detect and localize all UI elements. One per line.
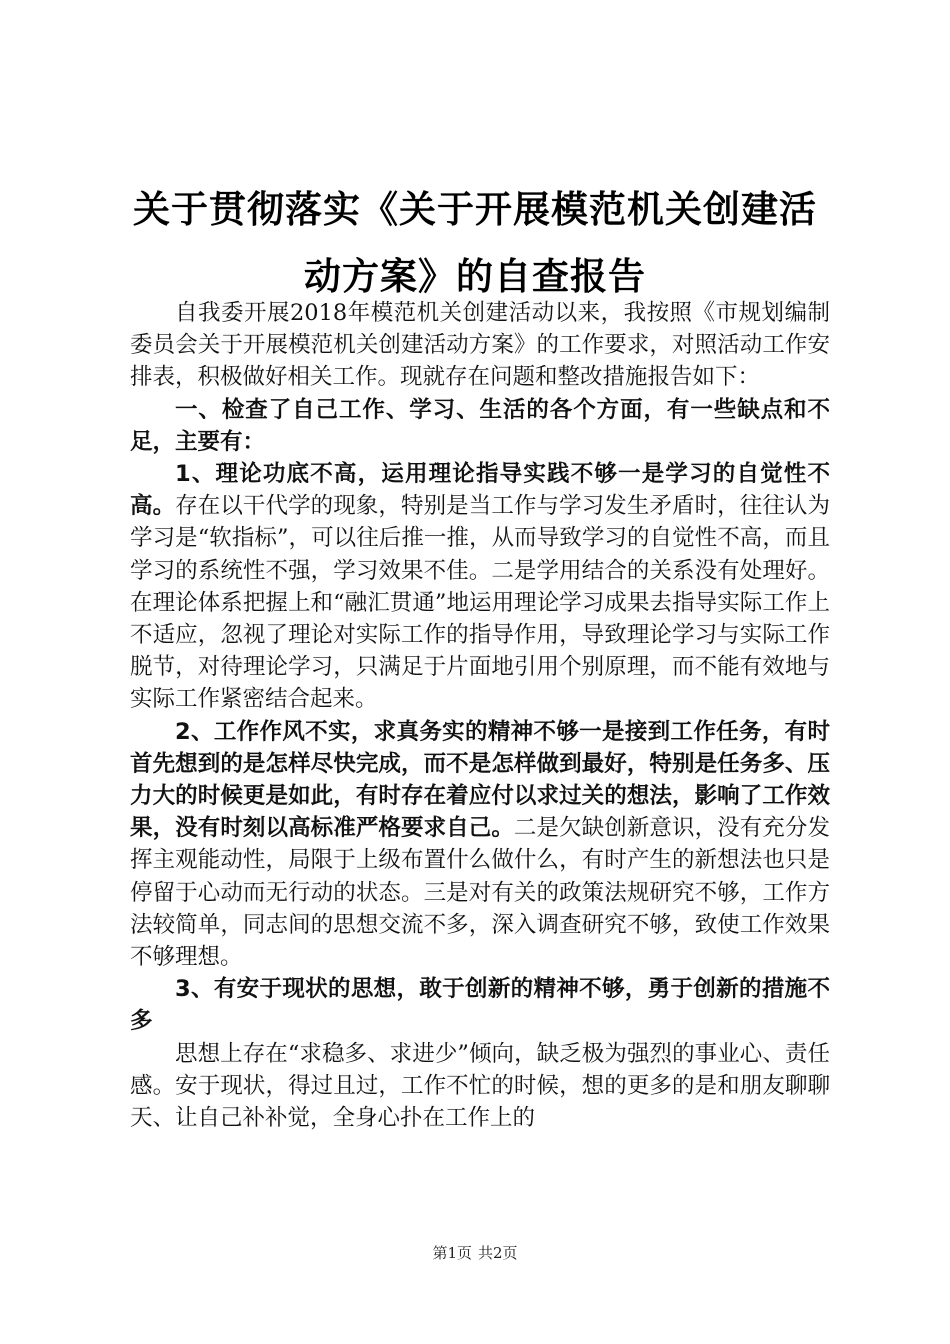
document-title: 关于贯彻落实《关于开展模范机关创建活动方案》的自查报告 (133, 188, 817, 298)
page-number: 第1页 (432, 1244, 472, 1262)
paragraph: 3、有安于现状的思想，敢于创新的精神不够，勇于创新的措施不多 (130, 976, 830, 1035)
document-body (130, 297, 830, 1134)
paragraph: 一、检查了自己工作、学习、生活的各个方面，有一些缺点和不足，主要有： (130, 396, 830, 455)
paragraph: 2、工作作风不实，求真务实的精神不够一是接到工作任务，有时首先想到的是怎样尽快完成，而不是怎样做到最好，特别是任务多、压力大的时候更是如此，有时存在着应付以求过关的想法，影响了工作效果，没有时刻以高标准严格要求自己。二是欠缺创新意识，没有充分发挥主观能动性，局限于上级布置什么做什么，有时产生的新想法也只是停留于心动而无行动的状态。三是对有关的政策法规研究不够，工作方法较简单，同志间的思想交流不多，深入调查研究不够，致使工作效果不够理想。 (130, 718, 830, 971)
paragraph: 1、理论功底不高，运用理论指导实践不够一是学习的自觉性不高。存在以干代学的现象，特别是当工作与学习发生矛盾时，往往认为学习是“软指标”，可以往后推一推，从而导致学习的自觉性不高，而且学习的系统性不强，学习效果不佳。二是学用结合的关系没有处理好。在理论体系把握上和“融汇贯通”地运用理论学习成果去指导实际工作上不适应，忽视了理论对实际工作的指导作用，导致理论学习与实际工作脱节，对待理论学习，只满足于片面地引用个别原理，而不能有效地与实际工作紧密结合起来。 (130, 461, 830, 713)
page-footer (0, 1242, 950, 1263)
paragraph: 自我委开展2018年模范机关创建活动以来，我按照《市规划编制委员会关于开展模范机关创建活动方案》的工作要求，对照活动工作安排表，积极做好相关工作。现就存在问题和整改措施报告如下： (130, 300, 830, 391)
paragraph: 思想上存在“求稳多、求进少”倾向，缺乏极为强烈的事业心、责任感。安于现状，得过且过，工作不忙的时候，想的更多的是和朋友聊聊天、让自己补补觉，全身心扑在工作上的 (130, 1040, 830, 1132)
page-total: 共2页 (478, 1244, 518, 1262)
